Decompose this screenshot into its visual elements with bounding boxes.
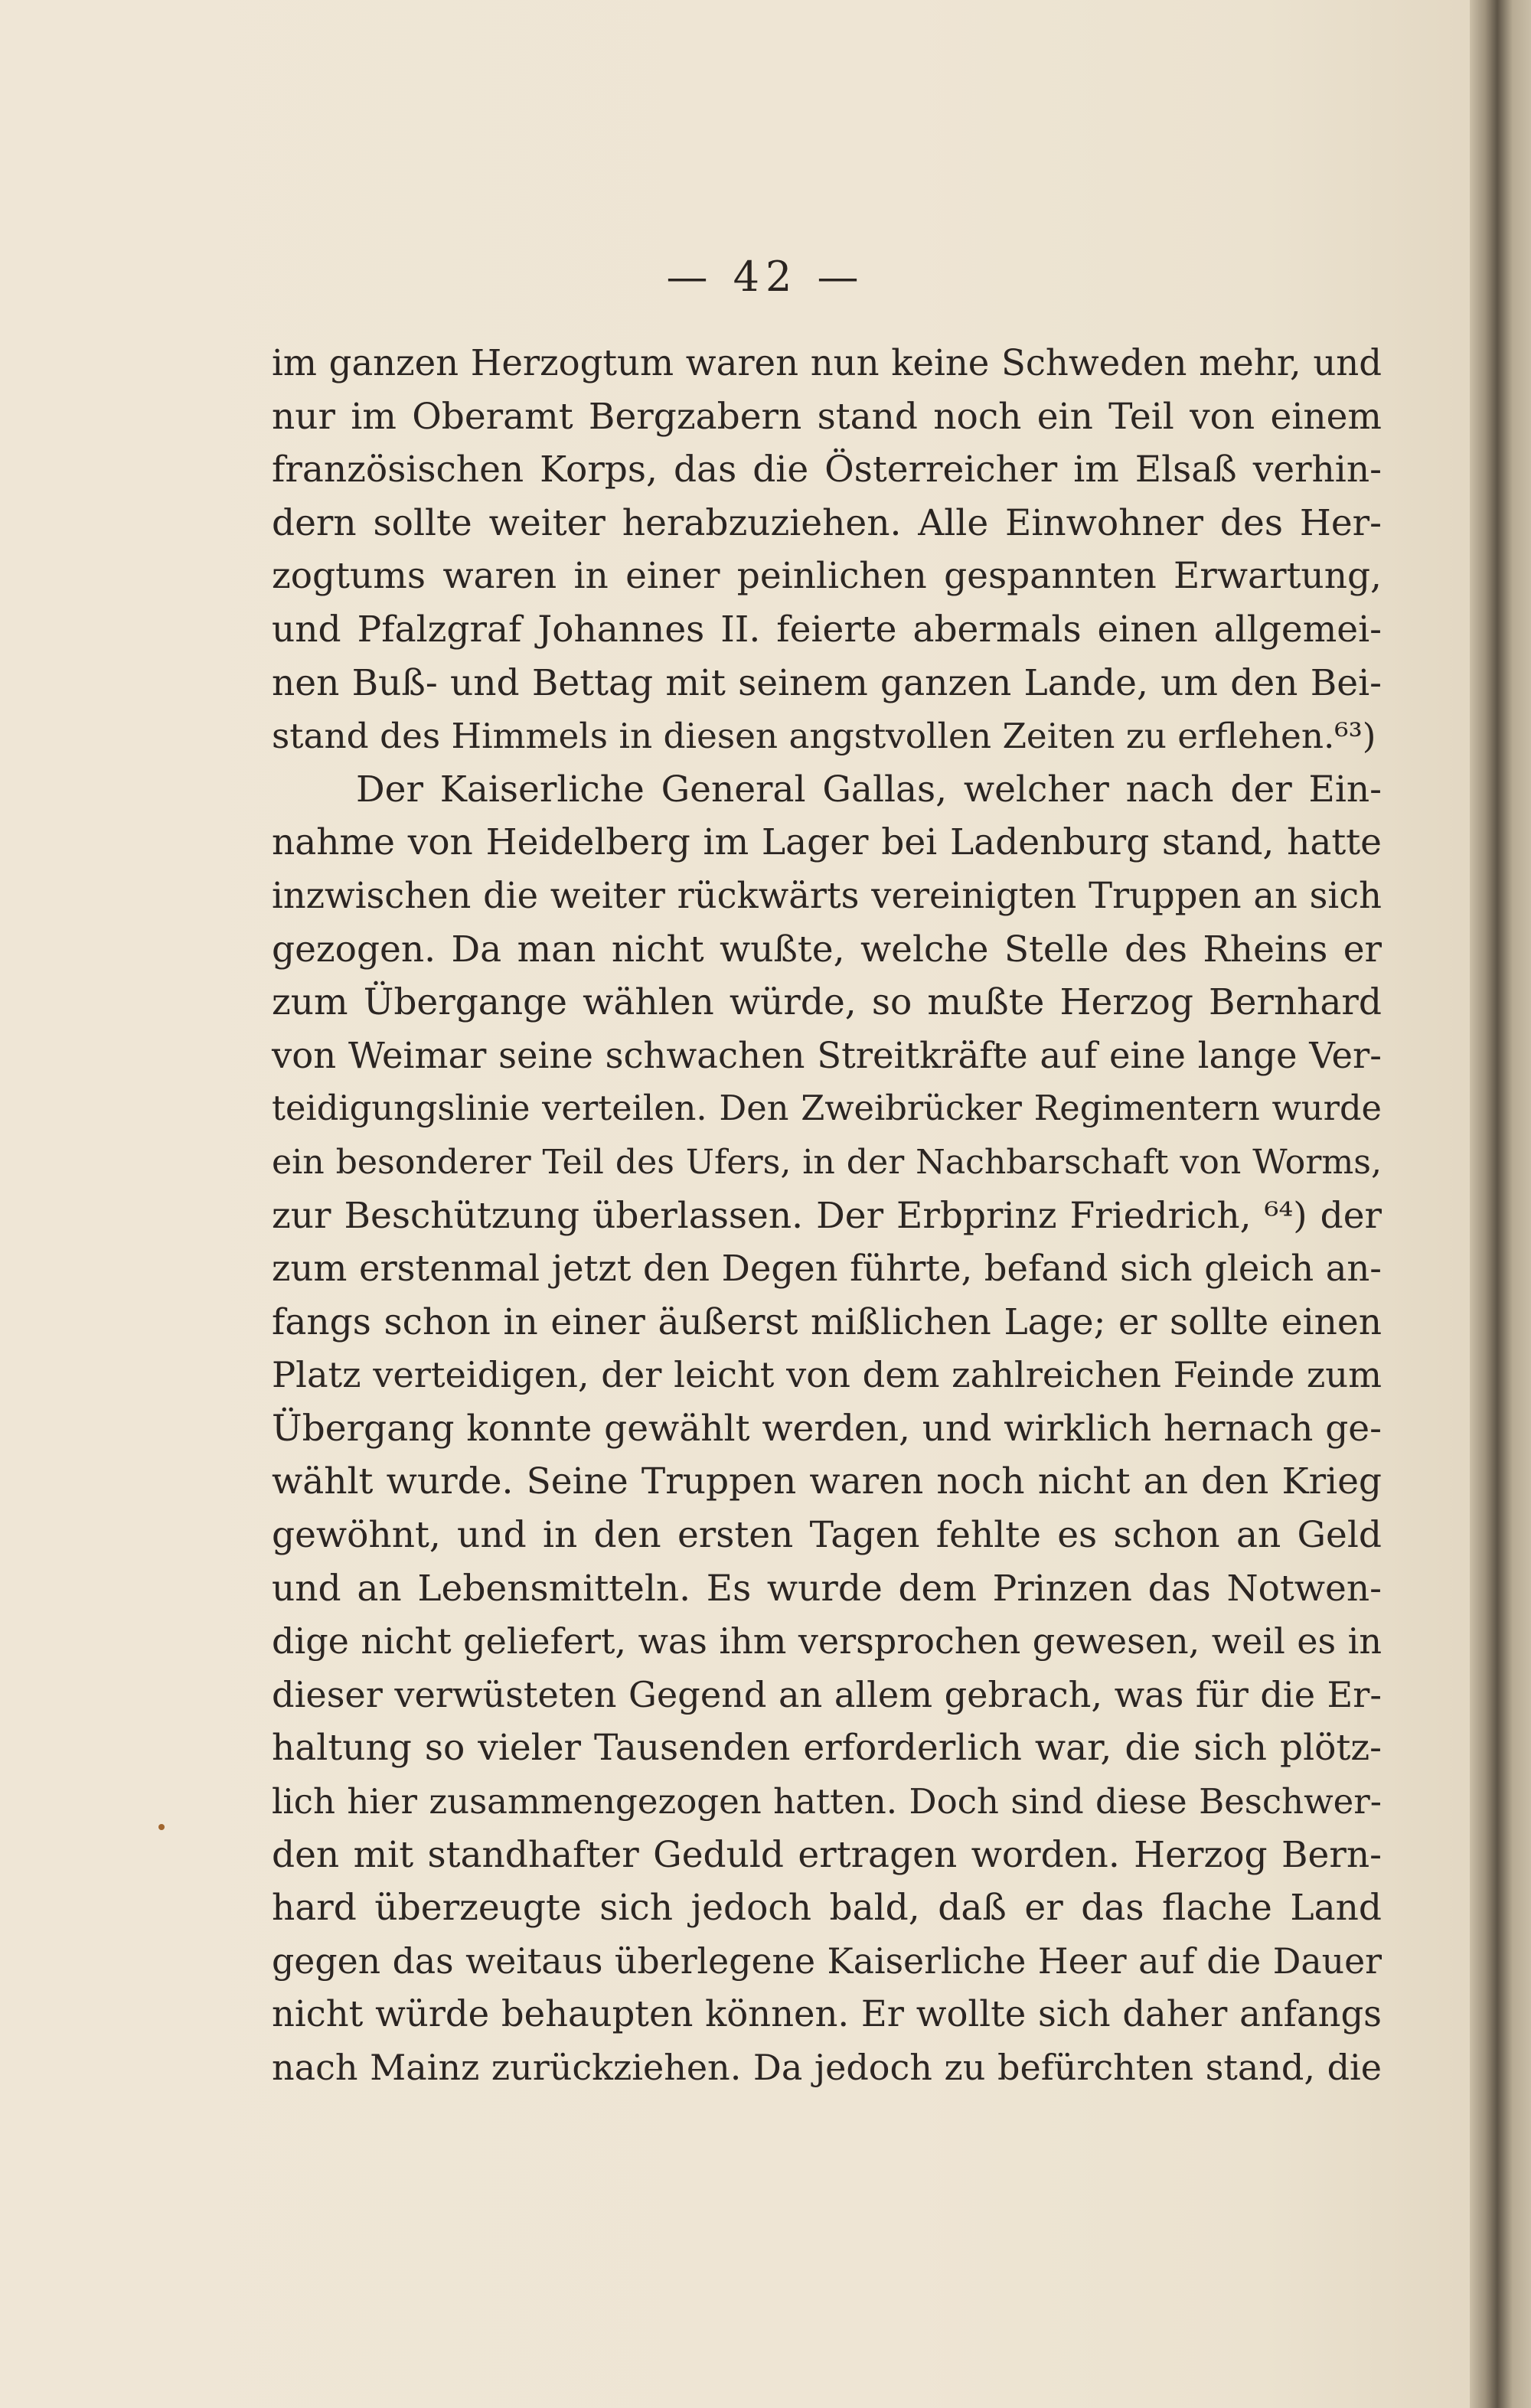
text-line: und an Lebensmitteln. Es wurde dem Prinzen das Notwen- bbox=[272, 1567, 1382, 1610]
text-line: nicht würde behaupten können. Er wollte sich daher anfangs bbox=[272, 1993, 1382, 2035]
text-line: nen Buß- und Bettag mit seinem ganzen Lande, um den Bei- bbox=[272, 661, 1382, 704]
text-line: Übergang konnte gewählt werden, und wirklich hernach ge- bbox=[272, 1407, 1382, 1450]
text-line: lich hier zusammengezogen hatten. Doch sind diese Beschwer- bbox=[272, 1781, 1382, 1822]
book-gutter bbox=[1470, 0, 1531, 2408]
text-line: gewöhnt, und in den ersten Tagen fehlte es schon an Geld bbox=[272, 1514, 1382, 1557]
text-line: dern sollte weiter herabzuziehen. Alle Einwohner des Her- bbox=[272, 501, 1382, 544]
text-line: Der Kaiserliche General Gallas, welcher nach der Ein- bbox=[356, 768, 1382, 811]
text-line: nach Mainz zurückziehen. Da jedoch zu befürchten stand, die bbox=[272, 2047, 1382, 2088]
text-line: zum Übergange wählen würde, so mußte Herzog Bernhard bbox=[272, 981, 1382, 1024]
text-line: von Weimar seine schwachen Streitkräfte auf eine lange Ver- bbox=[272, 1034, 1382, 1076]
text-line: wählt wurde. Seine Truppen waren noch nicht an den Krieg bbox=[272, 1460, 1382, 1503]
text-line: Platz verteidigen, der leicht von dem zahlreichen Feinde zum bbox=[272, 1354, 1382, 1396]
text-line: dige nicht geliefert, was ihm versprochen gewesen, weil es in bbox=[272, 1620, 1382, 1662]
paper-speck bbox=[158, 1824, 165, 1830]
text-line: hard überzeugte sich jedoch bald, daß er das flache Land bbox=[272, 1887, 1382, 1930]
text-line: fangs schon in einer äußerst mißlichen Lage; er sollte einen bbox=[272, 1300, 1382, 1343]
text-line: und Pfalzgraf Johannes II. feierte abermals einen allgemei- bbox=[272, 608, 1382, 651]
text-line: nur im Oberamt Bergzabern stand noch ein Teil von einem bbox=[272, 395, 1382, 438]
text-line: dieser verwüsteten Gegend an allem gebrach, was für die Er- bbox=[272, 1673, 1382, 1715]
text-line: nahme von Heidelberg im Lager bei Ladenburg stand, hatte bbox=[272, 821, 1382, 864]
text-line: im ganzen Herzogtum waren nun keine Schweden mehr, und bbox=[272, 342, 1382, 383]
text-line: ein besonderer Teil des Ufers, in der Nachbarschaft von Worms, bbox=[272, 1142, 1382, 1182]
text-line: inzwischen die weiter rückwärts vereinigten Truppen an sich bbox=[272, 874, 1382, 916]
text-line: stand des Himmels in diesen angstvollen Zeiten zu erflehen.⁶³) bbox=[272, 716, 1376, 757]
text-line: französischen Korps, das die Österreicher im Elsaß verhin- bbox=[272, 449, 1382, 491]
text-line: den mit standhafter Geduld ertragen worden. Herzog Bern- bbox=[272, 1833, 1382, 1876]
page-number: — 42 — bbox=[666, 253, 865, 301]
body-text bbox=[272, 337, 1382, 2095]
text-line: zum erstenmal jetzt den Degen führte, befand sich gleich an- bbox=[272, 1248, 1382, 1290]
text-line: gegen das weitaus überlegene Kaiserliche Heer auf die Dauer bbox=[272, 1940, 1382, 1982]
text-line: teidigungslinie verteilen. Den Zweibrücker Regimentern wurde bbox=[272, 1088, 1382, 1129]
text-line: haltung so vieler Tausenden erforderlich war, die sich plötz- bbox=[272, 1727, 1382, 1770]
text-line: zogtums waren in einer peinlichen gespannten Erwartung, bbox=[272, 555, 1382, 598]
text-line: gezogen. Da man nicht wußte, welche Stelle des Rheins er bbox=[272, 928, 1382, 971]
text-line: zur Beschützung überlassen. Der Erbprinz Friedrich, ⁶⁴) der bbox=[272, 1194, 1382, 1237]
